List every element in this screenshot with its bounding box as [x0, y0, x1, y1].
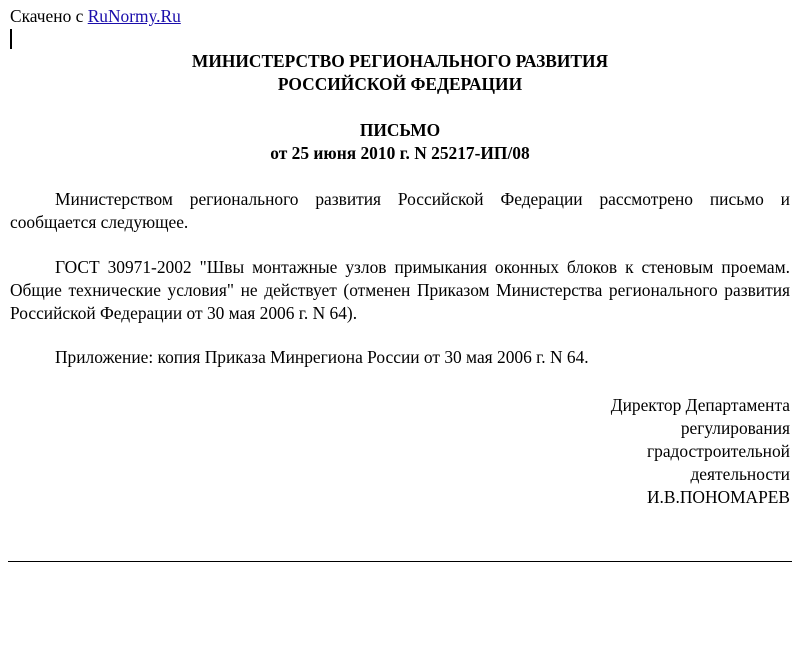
source-prefix: Скачено с	[10, 6, 88, 26]
signature-line-department-3: деятельности	[690, 464, 790, 484]
footer-divider	[8, 561, 792, 562]
paragraph-intro: Министерством регионального развития Российской Федерации рассмотрено письмо и сообщается следующее.	[10, 189, 790, 232]
document-reference: от 25 июня 2010 г. N 25217-ИП/08	[270, 143, 530, 163]
paragraph-attachment: Приложение: копия Приказа Минрегиона России от 30 мая 2006 г. N 64.	[55, 347, 589, 367]
signature-block	[611, 394, 790, 509]
source-line	[10, 6, 181, 26]
text-cursor	[10, 29, 12, 49]
signature-line-department-2: градостроительной	[647, 441, 790, 461]
paragraph-gost-status: ГОСТ 30971-2002 "Швы монтажные узлов примыкания оконных блоков к стеновым проемам. Общие технические условия" не действует (отменен Приказом Министерства регионального развития Российской Федерации от 30 мая 2006 г. N 64).	[10, 257, 790, 323]
signatory-name: И.В.ПОНОМАРЕВ	[646, 487, 790, 507]
source-link[interactable]: RuNormy.Ru	[87, 6, 181, 26]
organization-name-line-2: РОССИЙСКОЙ ФЕДЕРАЦИИ	[277, 74, 523, 94]
document-type: ПИСЬМО	[359, 120, 441, 140]
signature-line-position: Директор Департамента	[610, 395, 790, 415]
signature-line-department-1: регулирования	[680, 418, 790, 438]
document-heading	[8, 119, 792, 165]
organization-name-line-1: МИНИСТЕРСТВО РЕГИОНАЛЬНОГО РАЗВИТИЯ	[191, 51, 609, 71]
organization-heading	[8, 50, 792, 96]
